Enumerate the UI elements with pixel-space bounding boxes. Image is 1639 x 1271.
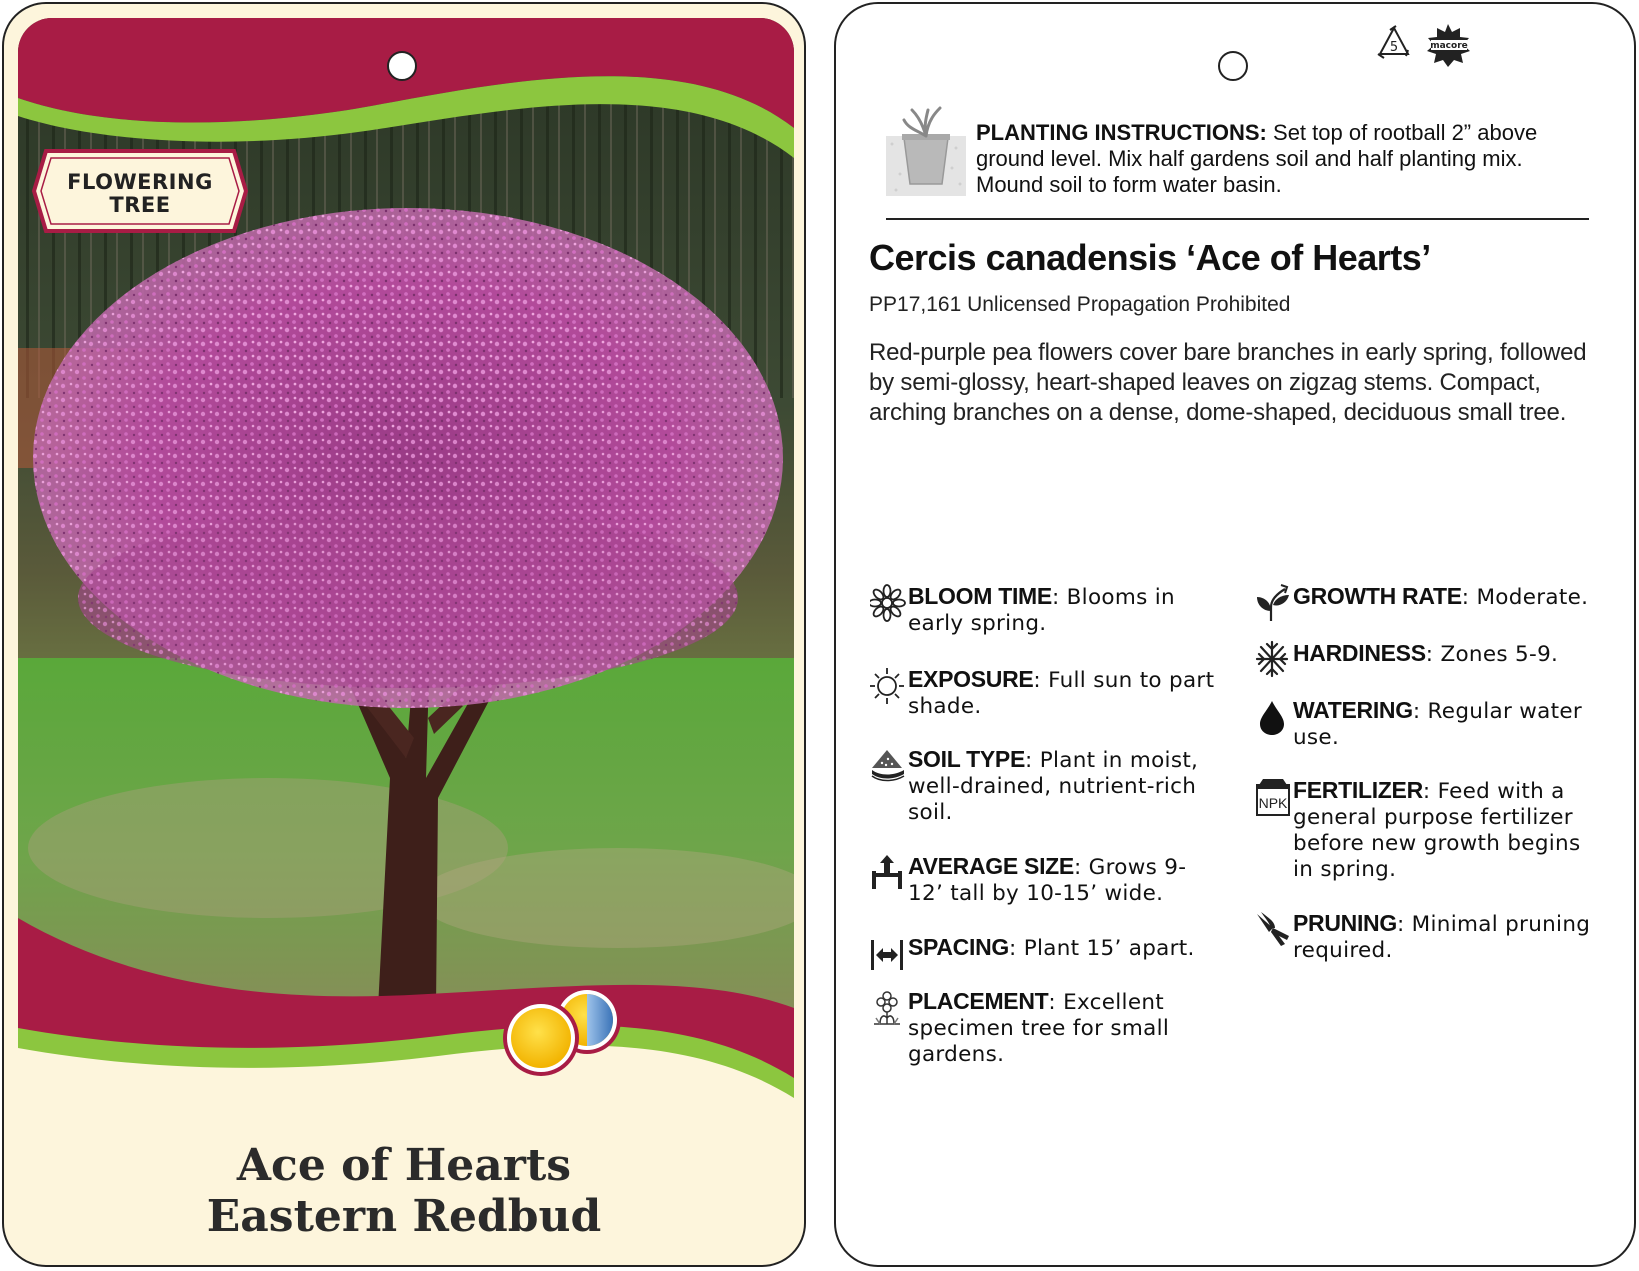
hang-hole <box>1218 51 1248 81</box>
care-label: FERTILIZER <box>1293 777 1423 803</box>
logos <box>1376 20 1486 70</box>
spacing-icon <box>870 934 910 974</box>
care-label: SOIL TYPE <box>908 746 1026 772</box>
care-label: GROWTH RATE <box>1293 583 1462 609</box>
size-icon <box>870 853 910 893</box>
water-drop-icon <box>1255 697 1295 737</box>
planting-text <box>976 120 1596 198</box>
category-badge <box>32 147 248 235</box>
divider <box>886 218 1589 220</box>
care-text: Zones 5-9. <box>1440 642 1559 667</box>
badge-label <box>32 171 248 217</box>
care-label: HARDINESS <box>1293 640 1426 666</box>
macore-logo-icon <box>1427 24 1470 67</box>
badge-line-1: FLOWERING <box>67 170 213 194</box>
pruner-icon <box>1255 910 1295 950</box>
care-text: Minimal pruning required. <box>1293 912 1591 963</box>
badge-line-2: TREE <box>109 193 171 217</box>
care-label: EXPOSURE <box>908 666 1034 692</box>
soil-icon <box>870 746 910 786</box>
care-text: Plant in moist, well-drained, nutrient-rich soil. <box>908 748 1199 825</box>
care-text: Moderate. <box>1476 585 1589 610</box>
hang-hole <box>387 51 417 81</box>
care-text: Feed with a general purpose fertilizer before new growth begins in spring. <box>1293 779 1581 882</box>
planting-body: Set top of rootball 2” above ground level. Mix half gardens soil and half planting mix. Mound soil to form water basin. <box>976 120 1538 197</box>
care-text: Regular water use. <box>1293 699 1582 750</box>
care-text: Blooms in early spring. <box>908 585 1175 636</box>
botanical-name: Cercis canadensis ‘Ace of Hearts’ <box>869 237 1431 278</box>
care-label: BLOOM TIME <box>908 583 1052 609</box>
common-name-line-1: Ace of Hearts <box>236 1140 572 1191</box>
common-name-line-2: Eastern Redbud <box>206 1191 602 1242</box>
care-text: Excellent specimen tree for small gardens. <box>908 990 1170 1067</box>
sun-icon <box>870 666 910 706</box>
recycle-icon <box>1378 26 1408 58</box>
care-label: AVERAGE SIZE <box>908 853 1074 879</box>
care-text: Grows 9-12’ tall by 10-15’ wide. <box>908 855 1187 906</box>
planting-label: PLANTING INSTRUCTIONS: <box>976 120 1267 145</box>
planting-instructions <box>886 104 1586 200</box>
front-tag <box>2 2 806 1267</box>
care-text: Plant 15’ apart. <box>1023 936 1195 961</box>
care-text: Full sun to part shade. <box>908 668 1215 719</box>
care-label: WATERING <box>1293 697 1413 723</box>
placement-icon <box>870 988 910 1028</box>
care-label: PRUNING <box>1293 910 1397 936</box>
flower-icon <box>870 583 910 623</box>
exposure-icons <box>503 984 635 1082</box>
macore-logo-text: macore <box>1430 41 1468 51</box>
back-tag: 5 macore PLANTING INSTRUCTIONS: Set top of rootball 2” above ground level. Mix half gardens soil and half planting mix. Mound soil to form water basin. Cercis canadensis ‘Ace of Hearts’ PP17,161 Unlicensed Propagation Prohibited Red-purple pea flowers cover bare branches in early spring, followed by semi-glossy, heart-shaped leaves on zigzag stems. Compact, arching branches on a dense, dome-shaped, deciduous small tree. BLOOM TIME: Blooms in early spring. EXPOSURE: Full sun to part shade. SOIL TYPE: Plant in moist, well-drained, nutrient-rich soil. AVERAGE SIZE: Grows 9-12’ tall by 10-15’ wide. SPACING: Plant 15’ apart. PLACEMENT: Excellent specimen tree for small gardens. GROWTH RATE: Moderate. HARDINESS: Zones 5-9. WATERING: Regular water use. NPK FERTILIZER: Feed with a general purpose fertilizer before new growth begins in spring. PRUNING: Minimal pruning required. <box>834 2 1636 1267</box>
npk-icon <box>1255 777 1295 817</box>
potted-plant-icon <box>886 104 966 200</box>
care-label: SPACING <box>908 934 1009 960</box>
npk-icon-text: NPK <box>1258 795 1288 811</box>
recycle-number: 5 <box>1389 40 1399 55</box>
care-label: PLACEMENT <box>908 988 1049 1014</box>
snowflake-icon <box>1255 640 1295 680</box>
patent-notice: PP17,161 Unlicensed Propagation Prohibited <box>869 293 1291 316</box>
full-sun-icon <box>503 1000 579 1076</box>
plant-description: Red-purple pea flowers cover bare branches in early spring, followed by semi-glossy, heart-shaped leaves on zigzag stems. Compact, arching branches on a dense, dome-shaped, deciduous small tree. <box>869 339 1587 426</box>
common-name <box>4 1140 804 1242</box>
sprout-icon <box>1255 583 1295 623</box>
